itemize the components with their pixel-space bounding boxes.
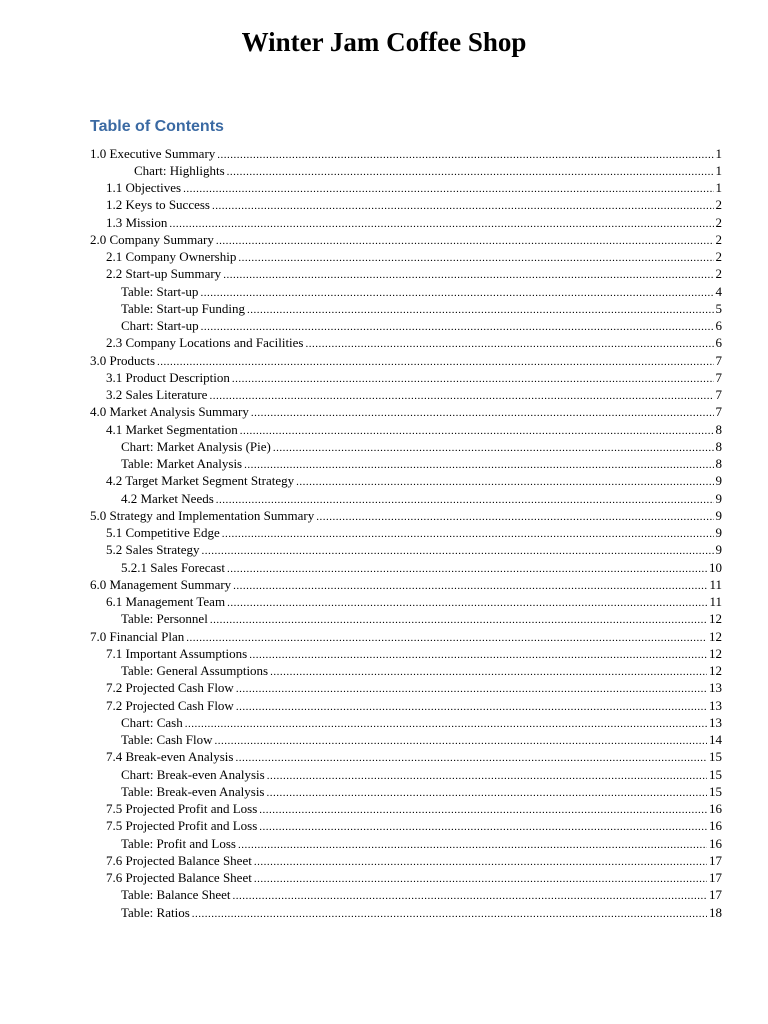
- toc-dot-leader: [251, 405, 714, 420]
- toc-entry-label: 1.3 Mission: [106, 214, 168, 230]
- toc-entry[interactable]: [90, 214, 722, 231]
- toc-entry-label: Table: Break-even Analysis: [121, 783, 265, 799]
- toc-entry-label: 3.1 Product Description: [106, 369, 230, 385]
- toc-dot-leader: [273, 440, 714, 455]
- toc-entry-page-number: 13: [709, 714, 722, 730]
- toc-dot-leader: [233, 578, 707, 593]
- toc-dot-leader: [306, 336, 714, 351]
- toc-entry[interactable]: [90, 352, 722, 369]
- toc-entry-label: 7.1 Important Assumptions: [106, 645, 248, 661]
- toc-entry[interactable]: [90, 162, 722, 179]
- toc-entry-page-number: 7: [715, 352, 722, 368]
- toc-entry-page-number: 9: [715, 525, 722, 540]
- toc-entry[interactable]: [90, 628, 722, 645]
- toc-entry-page-number: 17: [709, 852, 722, 868]
- toc-entry[interactable]: [90, 852, 722, 869]
- toc-entry-page-number: 17: [709, 887, 722, 903]
- toc-entry[interactable]: [90, 317, 722, 334]
- toc-entry[interactable]: [90, 679, 722, 696]
- toc-dot-leader: [183, 181, 713, 196]
- toc-entry[interactable]: [90, 300, 722, 317]
- toc-entry[interactable]: [90, 662, 722, 679]
- toc-entry[interactable]: [90, 731, 722, 748]
- toc-entry-page-number: 8: [715, 421, 722, 437]
- toc-entry[interactable]: [90, 455, 722, 472]
- toc-entry-page-number: 11: [709, 576, 722, 592]
- toc-dot-leader: [244, 457, 713, 472]
- toc-entry-page-number: 2: [715, 214, 722, 230]
- toc-entry-page-number: 16: [709, 818, 722, 834]
- toc-entry-page-number: 16: [709, 801, 722, 816]
- toc-entry[interactable]: [90, 145, 722, 162]
- toc-entry-page-number: 1: [715, 162, 722, 178]
- toc-dot-leader: [254, 854, 707, 869]
- toc-entry-label: 5.0 Strategy and Implementation Summary: [90, 507, 315, 523]
- toc-dot-leader: [192, 906, 707, 921]
- toc-entry-page-number: 10: [709, 559, 722, 575]
- toc-dot-leader: [259, 802, 707, 817]
- toc-entry-label: 2.0 Company Summary: [90, 231, 214, 247]
- toc-entry[interactable]: [90, 576, 722, 593]
- toc-dot-leader: [216, 233, 714, 248]
- toc-entry-label: 5.2 Sales Strategy: [106, 542, 200, 558]
- toc-dot-leader: [210, 612, 707, 627]
- toc-dot-leader: [227, 561, 707, 576]
- toc-entry-label: Table: Market Analysis: [121, 456, 243, 471]
- toc-entry-label: 4.0 Market Analysis Summary: [90, 404, 249, 420]
- toc-dot-leader: [216, 492, 714, 507]
- toc-entry-label: Chart: Highlights: [134, 162, 225, 178]
- toc-dot-leader: [267, 768, 707, 783]
- toc-entry-label: 2.3 Company Locations and Facilities: [106, 335, 304, 351]
- toc-entry-label: 6.1 Management Team: [106, 594, 226, 609]
- toc-entry-page-number: 13: [709, 680, 722, 696]
- toc-entry-label: Table: Cash Flow: [121, 732, 213, 747]
- toc-entry[interactable]: [90, 179, 722, 196]
- toc-entry-page-number: 18: [709, 904, 722, 920]
- toc-entry-label: 1.0 Executive Summary: [90, 145, 216, 161]
- toc-entry-page-number: 14: [709, 732, 722, 747]
- toc-entry[interactable]: [90, 869, 722, 886]
- toc-entry[interactable]: [90, 559, 722, 576]
- toc-entry-label: 7.6 Projected Balance Sheet: [106, 870, 252, 885]
- toc-entry-label: 2.1 Company Ownership: [106, 249, 237, 264]
- toc-entry[interactable]: [90, 714, 722, 731]
- toc-entry-label: Table: Balance Sheet: [121, 887, 231, 903]
- toc-dot-leader: [236, 699, 707, 714]
- toc-dot-leader: [316, 509, 713, 524]
- toc-entry[interactable]: [90, 541, 722, 558]
- toc-entry-label: 5.1 Competitive Edge: [106, 525, 220, 540]
- toc-entry-label: 4.1 Market Segmentation: [106, 421, 238, 437]
- toc-entry[interactable]: [90, 835, 722, 852]
- toc-dot-leader: [200, 285, 713, 300]
- toc-entry-page-number: 12: [709, 628, 722, 644]
- toc-entry-page-number: 7: [715, 404, 722, 420]
- toc-entry-label: Table: Personnel: [121, 611, 208, 627]
- toc-entry-page-number: 6: [715, 318, 722, 333]
- toc-entry[interactable]: [90, 265, 722, 282]
- toc-entry-page-number: 5: [715, 300, 722, 316]
- toc-entry-page-number: 12: [709, 663, 722, 678]
- toc-dot-leader: [267, 785, 708, 800]
- toc-entry-label: 7.4 Break-even Analysis: [106, 749, 234, 765]
- toc-entry-page-number: 9: [715, 542, 722, 558]
- toc-dot-leader: [232, 371, 714, 386]
- toc-dot-leader: [238, 250, 713, 265]
- toc-entry-page-number: 12: [709, 611, 722, 627]
- toc-entry-page-number: 2: [715, 197, 722, 213]
- toc-entry-page-number: 15: [709, 749, 722, 765]
- toc-dot-leader: [236, 681, 707, 696]
- toc-entry-label: 7.2 Projected Cash Flow: [106, 697, 234, 713]
- toc-entry-page-number: 9: [715, 507, 722, 523]
- toc-dot-leader: [212, 198, 714, 213]
- toc-entry-label: 7.5 Projected Profit and Loss: [106, 818, 258, 834]
- toc-entry[interactable]: [90, 697, 722, 714]
- toc-dot-leader: [227, 595, 707, 610]
- toc-dot-leader: [209, 388, 713, 403]
- toc-entry[interactable]: [90, 334, 722, 351]
- toc-entry-label: Chart: Start-up: [121, 318, 199, 333]
- toc-entry-label: 6.0 Management Summary: [90, 576, 232, 592]
- toc-dot-leader: [222, 526, 714, 541]
- toc-dot-leader: [186, 630, 707, 645]
- toc-dot-leader: [215, 733, 707, 748]
- toc-entry-label: Chart: Market Analysis (Pie): [121, 438, 271, 454]
- toc-dot-leader: [223, 267, 713, 282]
- toc-entry[interactable]: [90, 472, 722, 489]
- toc-entry-page-number: 9: [715, 490, 722, 506]
- toc-entry-label: Table: General Assumptions: [121, 663, 269, 678]
- toc-entry[interactable]: [90, 593, 722, 610]
- toc-entry-page-number: 1: [715, 145, 722, 161]
- toc-entry-label: 1.2 Keys to Success: [106, 197, 210, 213]
- toc-entry-label: 7.6 Projected Balance Sheet: [106, 852, 252, 868]
- toc-entry-label: 1.1 Objectives: [106, 180, 182, 195]
- toc-entry[interactable]: [90, 766, 722, 783]
- toc-entry-page-number: 2: [715, 266, 722, 282]
- toc-entry-label: Table: Ratios: [121, 904, 190, 920]
- toc-entry[interactable]: [90, 231, 722, 248]
- toc-entry[interactable]: [90, 421, 722, 438]
- toc-entry-label: 7.0 Financial Plan: [90, 628, 185, 644]
- toc-dot-leader: [169, 216, 713, 231]
- toc-entry[interactable]: [90, 817, 722, 834]
- toc-entry-label: 7.2 Projected Cash Flow: [106, 680, 234, 696]
- toc-entry[interactable]: [90, 369, 722, 386]
- toc-dot-leader: [217, 147, 713, 162]
- toc-entry-label: Chart: Cash: [121, 714, 183, 730]
- toc-entry-page-number: 7: [715, 369, 722, 385]
- toc-entry-label: 4.2 Market Needs: [121, 490, 214, 506]
- toc-entry-page-number: 4: [715, 283, 722, 299]
- toc-dot-leader: [240, 423, 714, 438]
- toc-entry[interactable]: [90, 886, 722, 903]
- toc-entry-label: Table: Profit and Loss: [121, 835, 236, 851]
- toc-dot-leader: [249, 647, 707, 662]
- toc-entry-page-number: 2: [715, 231, 722, 247]
- toc-entry-page-number: 17: [709, 870, 722, 885]
- toc-entry[interactable]: [90, 610, 722, 627]
- toc-entry-page-number: 2: [715, 249, 722, 264]
- toc-entry-page-number: 15: [709, 783, 722, 799]
- toc-dot-leader: [202, 543, 714, 558]
- toc-entry[interactable]: [90, 645, 722, 662]
- toc-dot-leader: [247, 302, 713, 317]
- toc-entry[interactable]: [90, 783, 722, 800]
- toc-dot-leader: [227, 164, 714, 179]
- toc-entry-label: 3.0 Products: [90, 352, 155, 368]
- toc-dot-leader: [238, 837, 707, 852]
- toc-entry-label: Chart: Break-even Analysis: [121, 766, 265, 782]
- toc-entry[interactable]: [90, 490, 722, 507]
- toc-dot-leader: [296, 474, 713, 489]
- toc-entry[interactable]: [90, 403, 722, 420]
- toc-entry[interactable]: [90, 386, 722, 403]
- toc-heading: Table of Contents: [90, 118, 224, 135]
- toc-entry-page-number: 1: [715, 180, 722, 195]
- toc-entry-label: 3.2 Sales Literature: [106, 387, 208, 402]
- toc-entry-label: 4.2 Target Market Segment Strategy: [106, 473, 295, 489]
- toc-entry-label: Table: Start-up Funding: [121, 300, 246, 316]
- table-of-contents: [90, 145, 722, 921]
- toc-entry-page-number: 8: [715, 438, 722, 454]
- toc-entry-label: 7.5 Projected Profit and Loss: [106, 801, 258, 816]
- toc-entry-page-number: 7: [715, 387, 722, 402]
- toc-entry-page-number: 16: [709, 835, 722, 851]
- toc-entry-page-number: 11: [709, 594, 722, 609]
- toc-dot-leader: [270, 664, 707, 679]
- toc-entry-label: Table: Start-up: [121, 283, 199, 299]
- toc-entry[interactable]: [90, 438, 722, 455]
- toc-entry-page-number: 6: [715, 335, 722, 351]
- toc-entry-page-number: 8: [715, 456, 722, 471]
- toc-dot-leader: [235, 750, 707, 765]
- toc-entry[interactable]: [90, 196, 722, 213]
- toc-entry-page-number: 15: [709, 766, 722, 782]
- toc-entry[interactable]: [90, 507, 722, 524]
- toc-dot-leader: [185, 716, 707, 731]
- toc-dot-leader: [233, 888, 707, 903]
- toc-entry[interactable]: [90, 800, 722, 817]
- toc-entry[interactable]: [90, 248, 722, 265]
- toc-entry[interactable]: [90, 524, 722, 541]
- toc-entry-page-number: 13: [709, 697, 722, 713]
- toc-entry[interactable]: [90, 283, 722, 300]
- toc-dot-leader: [254, 871, 707, 886]
- toc-entry-label: 2.2 Start-up Summary: [106, 266, 222, 282]
- toc-entry-page-number: 9: [715, 473, 722, 489]
- toc-entry[interactable]: [90, 748, 722, 765]
- toc-dot-leader: [259, 819, 707, 834]
- toc-entry[interactable]: [90, 904, 722, 921]
- toc-entry-label: 5.2.1 Sales Forecast: [121, 559, 225, 575]
- toc-entry-page-number: 12: [709, 645, 722, 661]
- toc-dot-leader: [201, 319, 714, 334]
- document-title: Winter Jam Coffee Shop: [241, 27, 527, 57]
- toc-dot-leader: [157, 354, 714, 369]
